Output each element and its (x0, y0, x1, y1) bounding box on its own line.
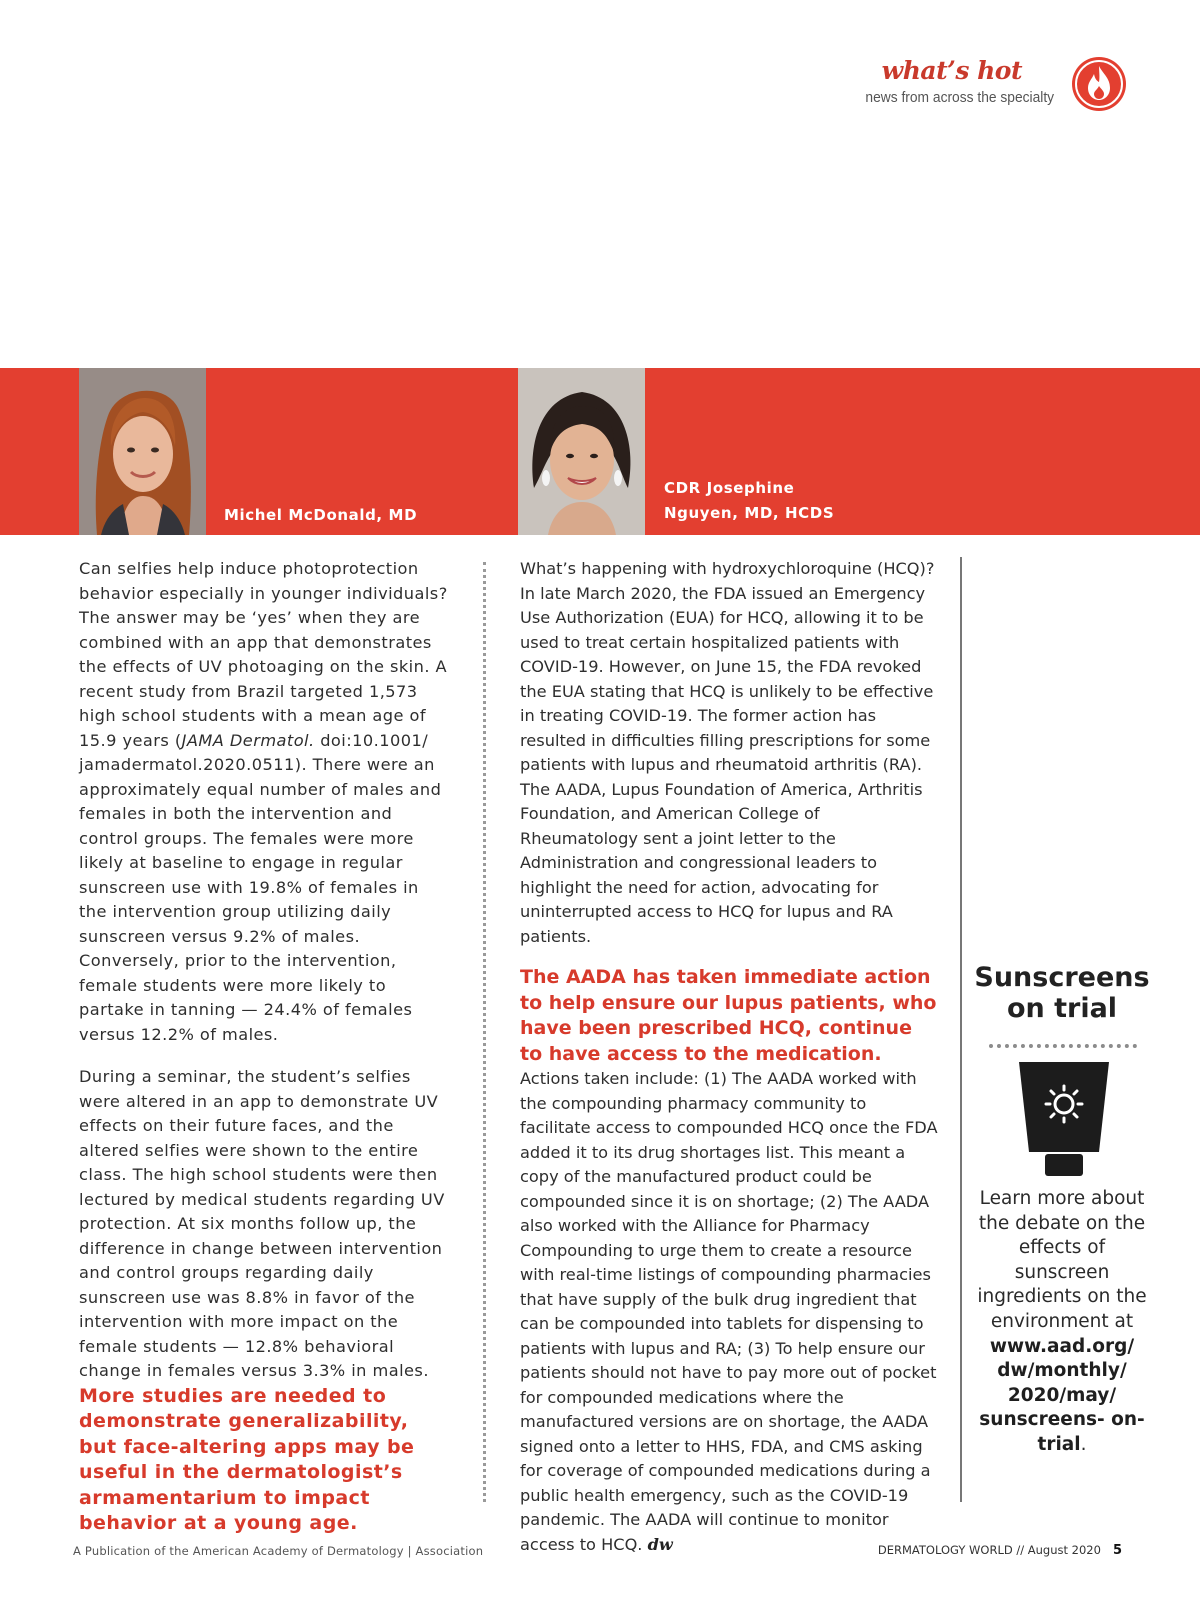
signature: dw (647, 1534, 673, 1554)
page-number: 5 (1112, 1543, 1122, 1558)
highlight-text: The AADA has taken immediate action to help ensure our lupus patients, who have been prescribed HCQ, continue to have access to the medication. (520, 966, 937, 1065)
footer-issue: DERMATOLOGY WORLD // August 2020 5 (877, 1543, 1122, 1558)
section-subtitle: news from across the specialty (865, 89, 1054, 106)
section-title: what’s hot (881, 56, 1022, 85)
sidebar-dotted-rule (989, 1044, 1137, 1048)
sidebar-divider (960, 557, 962, 1502)
author-name-mcdonald: Michel McDonald, MD (224, 506, 418, 524)
paragraph: What’s happening with hydroxychloroquine (HCQ)? In late March 2020, the FDA issued an Emergency Use Authorization (EUA) for HCQ, allowing it to be used to treat certain hospitalized patients with COVID-19. However, on June 15, the FDA revoked the EUA stating that HCQ is unlikely to be effective in treating COVID-19. The former action has resulted in difficulties filling prescriptions for some patients with lupus and rheumatoid arthritis (RA). The AADA, Lupus Foundation of America, Arthritis Foundation, and American College of Rheumatology sent a joint letter to the Administration and congressional leaders to highlight the need for action, advocating for uninterrupted access to HCQ for lupus and RA patients. (520, 559, 935, 946)
paragraph: The AADA has taken immediate action to help ensure our lupus patients, who have been prescribed HCQ, continue to have access to the medication. Actions taken include: (1) The AADA worked with the compounding pharmacy community to facilitate access to compounded HCQ once the FDA added it to its drug shortages list. This meant a copy of the manufactured product could be compounded since it is on shortage; (2) The AADA also worked with the Alliance for Pharmacy Compounding to urge them to create a resource with real-time listings of compounding pharmacies that have supply of the bulk drug ingredient that can be compounded into tablets for dispensing to patients with lupus and RA; (3) To help ensure our patients should not have to pay more out of pocket for compounded medications where the manufactured versions are on shortage, the AADA signed onto a letter to HHS, FDA, and CMS asking for coverage of compounded medications during a public health emergency, such as the COVID-19 pandemic. The AADA will continue to monitor access to HCQ. dw (520, 966, 938, 1554)
flame-icon (1070, 55, 1128, 113)
paragraph: During a seminar, the student’s selfies were altered in an app to demonstrate UV effects on their future faces, and the altered selfies were shown to the entire class. The high school students were then lectured by medical students regarding UV protection. At six months follow up, the difference in change between intervention and control groups regarding daily sunscreen use was 8.8% in favor of the intervention with more impact on the female students — 12.8% behavioral change in females versus 3.3% in males. More studies are needed to demonstrate generalizability, but face-altering apps may be useful in the dermatologist’s armamentarium to impact behavior at a young age. (79, 1067, 445, 1534)
article-column-selfies (79, 557, 451, 1537)
author-photo-mcdonald (79, 368, 206, 535)
author-photo-nguyen (518, 368, 645, 535)
sunscreen-tube-icon (1015, 1060, 1113, 1178)
sidebar-text: Learn more about the debate on the effects of sunscreen ingredients on the environment at www.aad.org/ dw/monthly/ 2020/may/ sunscreens- on-trial. (977, 1188, 1147, 1455)
column-divider (483, 562, 486, 1502)
article-column-hcq (520, 557, 938, 1557)
author-name-nguyen: CDR Josephine Nguyen, MD, HCDS (664, 479, 835, 522)
highlight-text: More studies are needed to demonstrate generalizability, but face-altering apps may be useful in the dermatologist’s armamentarium to impact behavior at a young age. (79, 1384, 415, 1534)
paragraph: Can selfies help induce photoprotection behavior especially in younger individuals? The answer may be ‘yes’ when they are combined with an app that demonstrates the effects of UV photoaging on the skin. A recent study from Brazil targeted 1,573 high school students with a mean age of 15.9 years (JAMA Dermatol. doi:10.1001/ jamadermatol.2020.0511). There were an approximately equal number of males and females in both the intervention and control groups. The females were more likely at baseline to engage in regular sunscreen use with 19.8% of females in the intervention group utilizing daily sunscreen versus 9.2% of males. Conversely, prior to the intervention, female students were more likely to partake in tanning — 24.4% of females versus 12.2% of males. (79, 559, 448, 1044)
sidebar-title: Sunscreens on trial (974, 962, 1150, 1024)
sidebar-link[interactable]: www.aad.org/ dw/monthly/ 2020/may/ sunscreens- on-trial (979, 1335, 1145, 1455)
footer-publisher: A Publication of the American Academy of Dermatology | Association (73, 1544, 484, 1558)
